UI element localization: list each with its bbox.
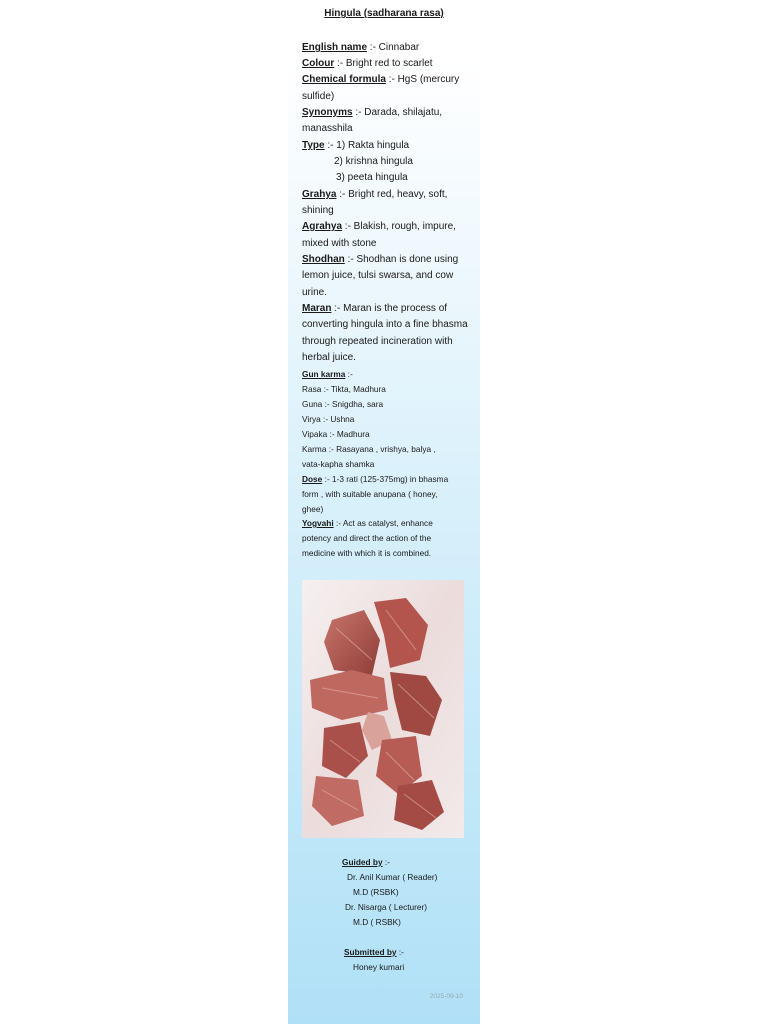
line-text: :- Blakish, rough, impure, [342, 221, 456, 232]
line-text: shining [302, 205, 334, 216]
line-text: :- Act as catalyst, enhance [333, 518, 433, 528]
guide-degree [353, 916, 523, 928]
line-text: Virya :- Ushna [302, 414, 355, 424]
text-line [302, 503, 472, 515]
line-label: Maran [302, 303, 332, 314]
line-text: :- Shodhan is done using [344, 254, 459, 265]
line-text: urine. [302, 287, 328, 298]
line-label: Type [302, 140, 325, 151]
line-label: Submitted by [344, 947, 397, 957]
type-item [336, 172, 506, 184]
submitted-by-label [344, 946, 514, 958]
cinnabar-photo [302, 580, 464, 838]
line-text: Dr. Nisarga ( Lecturer) [345, 902, 428, 912]
line-text: :- Maran is the process of [331, 303, 448, 314]
text-line [302, 458, 472, 470]
line-label: Chemical formula [302, 74, 386, 85]
line-label: Yogvahi [302, 518, 334, 528]
text-line [302, 238, 472, 250]
line-label: Grahya [302, 189, 337, 200]
line-label: Shodhan [302, 254, 345, 265]
line-text: converting hingula into a fine bhasma [302, 319, 468, 330]
submitter-name [353, 961, 523, 973]
line-text: Karma :- Rasayana , vrishya, balya , [302, 444, 436, 454]
yogvahi-line [302, 517, 472, 529]
line-text: Honey kumari [353, 962, 405, 972]
grahya-line [302, 189, 472, 201]
line-label: Synonyms [302, 107, 353, 118]
line-text: ghee) [302, 504, 324, 514]
agrahya-line [302, 221, 472, 233]
line-text: vata-kapha shamka [302, 459, 375, 469]
line-text: through repeated incineration with [302, 336, 453, 347]
text-line [302, 270, 472, 282]
text-line [302, 532, 472, 544]
line-text: :- Darada, shilajatu, [352, 107, 443, 118]
gun-karma-line [302, 368, 472, 380]
vipaka-line [302, 428, 472, 440]
text-line [302, 336, 472, 348]
line-label: English name [302, 42, 368, 53]
rasa-line [302, 383, 472, 395]
line-text: Vipaka :- Madhura [302, 429, 370, 439]
line-text: Guna :- Snigdha, sara [302, 399, 384, 409]
line-text: herbal juice. [302, 352, 356, 363]
line-text: potency and direct the action of the [302, 533, 432, 543]
line-label: Guided by [342, 857, 383, 867]
date-stamp: 2025-09-10 [429, 993, 463, 1000]
type-line [302, 140, 472, 152]
synonyms-line [302, 107, 472, 119]
text-line [302, 205, 472, 217]
english-name-line [302, 42, 472, 54]
guide-name [345, 901, 515, 913]
guide-degree [353, 886, 523, 898]
line-label: Gun karma [302, 369, 346, 379]
line-text: sulfide) [302, 91, 335, 102]
text-line [302, 287, 472, 299]
text-line [302, 488, 472, 500]
guide-name [347, 871, 517, 883]
text-line [302, 319, 472, 331]
line-text: mixed with stone [302, 238, 377, 249]
dose-line [302, 473, 472, 485]
line-text: 3) peeta hingula [336, 172, 408, 183]
guided-by-label [342, 856, 512, 868]
line-text: M.D ( RSBK) [353, 917, 401, 927]
line-text: :- HgS (mercury [385, 74, 460, 85]
line-text: :- Cinnabar [367, 42, 420, 53]
line-text: Rasa :- Tikta, Madhura [302, 384, 386, 394]
text-line [302, 352, 472, 364]
colour-line [302, 58, 472, 70]
line-text: medicine with which it is combined. [302, 548, 432, 558]
virya-line [302, 413, 472, 425]
karma-line [302, 443, 472, 455]
line-text: M.D (RSBK) [353, 887, 399, 897]
maran-line [302, 303, 472, 315]
line-text: :- Bright red, heavy, soft, [336, 189, 448, 200]
line-label: Colour [302, 58, 335, 69]
line-text: :- [396, 947, 404, 957]
shodhan-line [302, 254, 472, 266]
line-text: lemon juice, tulsi swarsa, and cow [302, 270, 454, 281]
line-text: :- [345, 369, 353, 379]
text-line [302, 547, 472, 559]
line-label: Agrahya [302, 221, 343, 232]
document-title: Hingula (sadharana rasa) [324, 8, 444, 19]
guna-line [302, 398, 472, 410]
line-text: :- Bright red to scarlet [334, 58, 433, 69]
line-text: :- [382, 857, 390, 867]
line-text: 2) krishna hingula [334, 156, 413, 167]
line-text: manasshila [302, 123, 353, 134]
line-text: :- 1-3 rati (125-375mg) in bhasma [322, 474, 449, 484]
type-item [334, 156, 504, 168]
text-line [302, 123, 472, 135]
line-text: Dr. Anil Kumar ( Reader) [347, 872, 438, 882]
line-label: Dose [302, 474, 323, 484]
line-text: :- 1) Rakta hingula [324, 140, 410, 151]
text-line [302, 91, 472, 103]
chemical-formula-line [302, 74, 472, 86]
line-text: form , with suitable anupana ( honey, [302, 489, 438, 499]
